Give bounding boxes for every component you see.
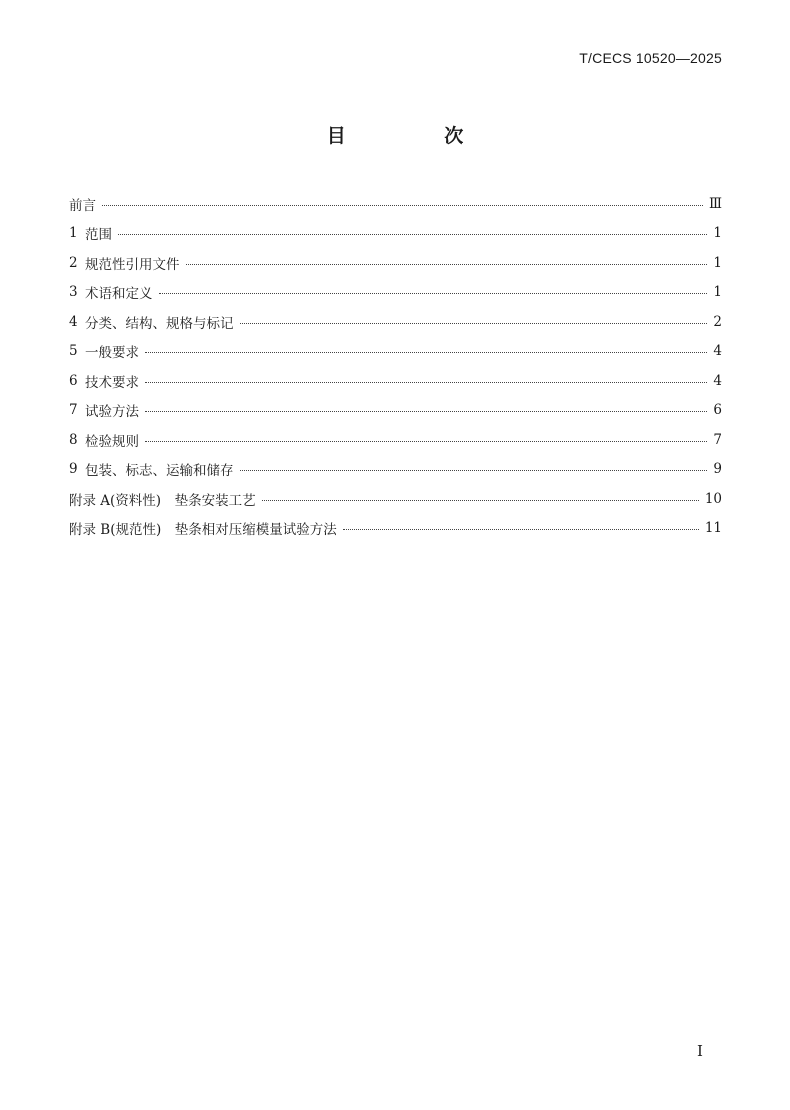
toc-entry-title: 试验方法 [85,404,139,421]
toc-entry-page: 4 [713,343,722,360]
toc-entry-9[interactable] [69,455,722,485]
toc-entry-3[interactable] [69,278,722,308]
toc-entry-page: 10 [704,490,722,507]
toc-entry-number: 2 [69,254,78,271]
toc-entry-page: 2 [713,313,722,330]
toc-dot-leader [145,410,707,412]
toc-entry-number: 3 [69,284,78,301]
toc-entry-2[interactable] [69,248,722,278]
toc-entry-page: Ⅲ [708,195,722,212]
toc-entry-6[interactable] [69,366,722,396]
toc-entry-7[interactable] [69,396,722,426]
toc-dot-leader [240,469,708,471]
toc-entry-page: 6 [713,402,722,419]
toc-entry-number: 1 [69,225,78,242]
toc-entry-title: 技术要求 [85,374,139,391]
toc-entry-number: 7 [69,402,78,419]
toc-dot-leader [159,292,708,294]
toc-entry-8[interactable] [69,425,722,455]
toc-entry-page: 1 [713,284,722,301]
toc-entry-number: 9 [69,461,78,478]
toc-entry-title: 术语和定义 [85,286,153,303]
toc-dot-leader [186,263,708,265]
toc-dot-leader [145,381,707,383]
page-number: I [697,1042,703,1060]
toc-entry-page: 9 [713,461,722,478]
toc-entry-title: 分类、结构、规格与标记 [85,315,234,332]
toc-dot-leader [343,528,699,530]
toc-entry-page: 4 [713,372,722,389]
page-title: 目 次 [326,125,510,147]
toc-entry-appendix-b[interactable] [69,514,722,544]
table-of-contents [69,189,722,543]
toc-dot-leader [102,204,703,206]
toc-entry-title: 包装、标志、运输和储存 [85,463,234,480]
toc-entry-title: 前言 [69,197,96,214]
toc-dot-leader [240,322,708,324]
toc-entry-title: 规范性引用文件 [85,256,180,273]
document-code: T/CECS 10520—2025 [579,50,722,66]
toc-entry-number: 8 [69,431,78,448]
toc-entry-5[interactable] [69,337,722,367]
toc-entry-4[interactable] [69,307,722,337]
toc-dot-leader [118,233,707,235]
toc-entry-page: 7 [713,431,722,448]
toc-entry-title: 检验规则 [85,433,139,450]
toc-dot-leader [262,499,699,501]
toc-entry-1[interactable] [69,219,722,249]
toc-entry-page: 1 [713,225,722,242]
toc-entry-title: 一般要求 [85,345,139,362]
toc-entry-number: 6 [69,372,78,389]
toc-dot-leader [145,351,707,353]
toc-entry-title: 附录 B(规范性) 垫条相对压缩模量试验方法 [69,522,337,539]
toc-entry-title: 范围 [85,227,112,244]
toc-entry-number: 4 [69,313,78,330]
toc-entry-page: 1 [713,254,722,271]
toc-entry-title: 附录 A(资料性) 垫条安装工艺 [69,492,256,509]
toc-entry-appendix-a[interactable] [69,484,722,514]
toc-entry-foreword[interactable] [69,189,722,219]
toc-entry-page: 11 [704,520,722,537]
toc-entry-number: 5 [69,343,78,360]
toc-dot-leader [145,440,707,442]
